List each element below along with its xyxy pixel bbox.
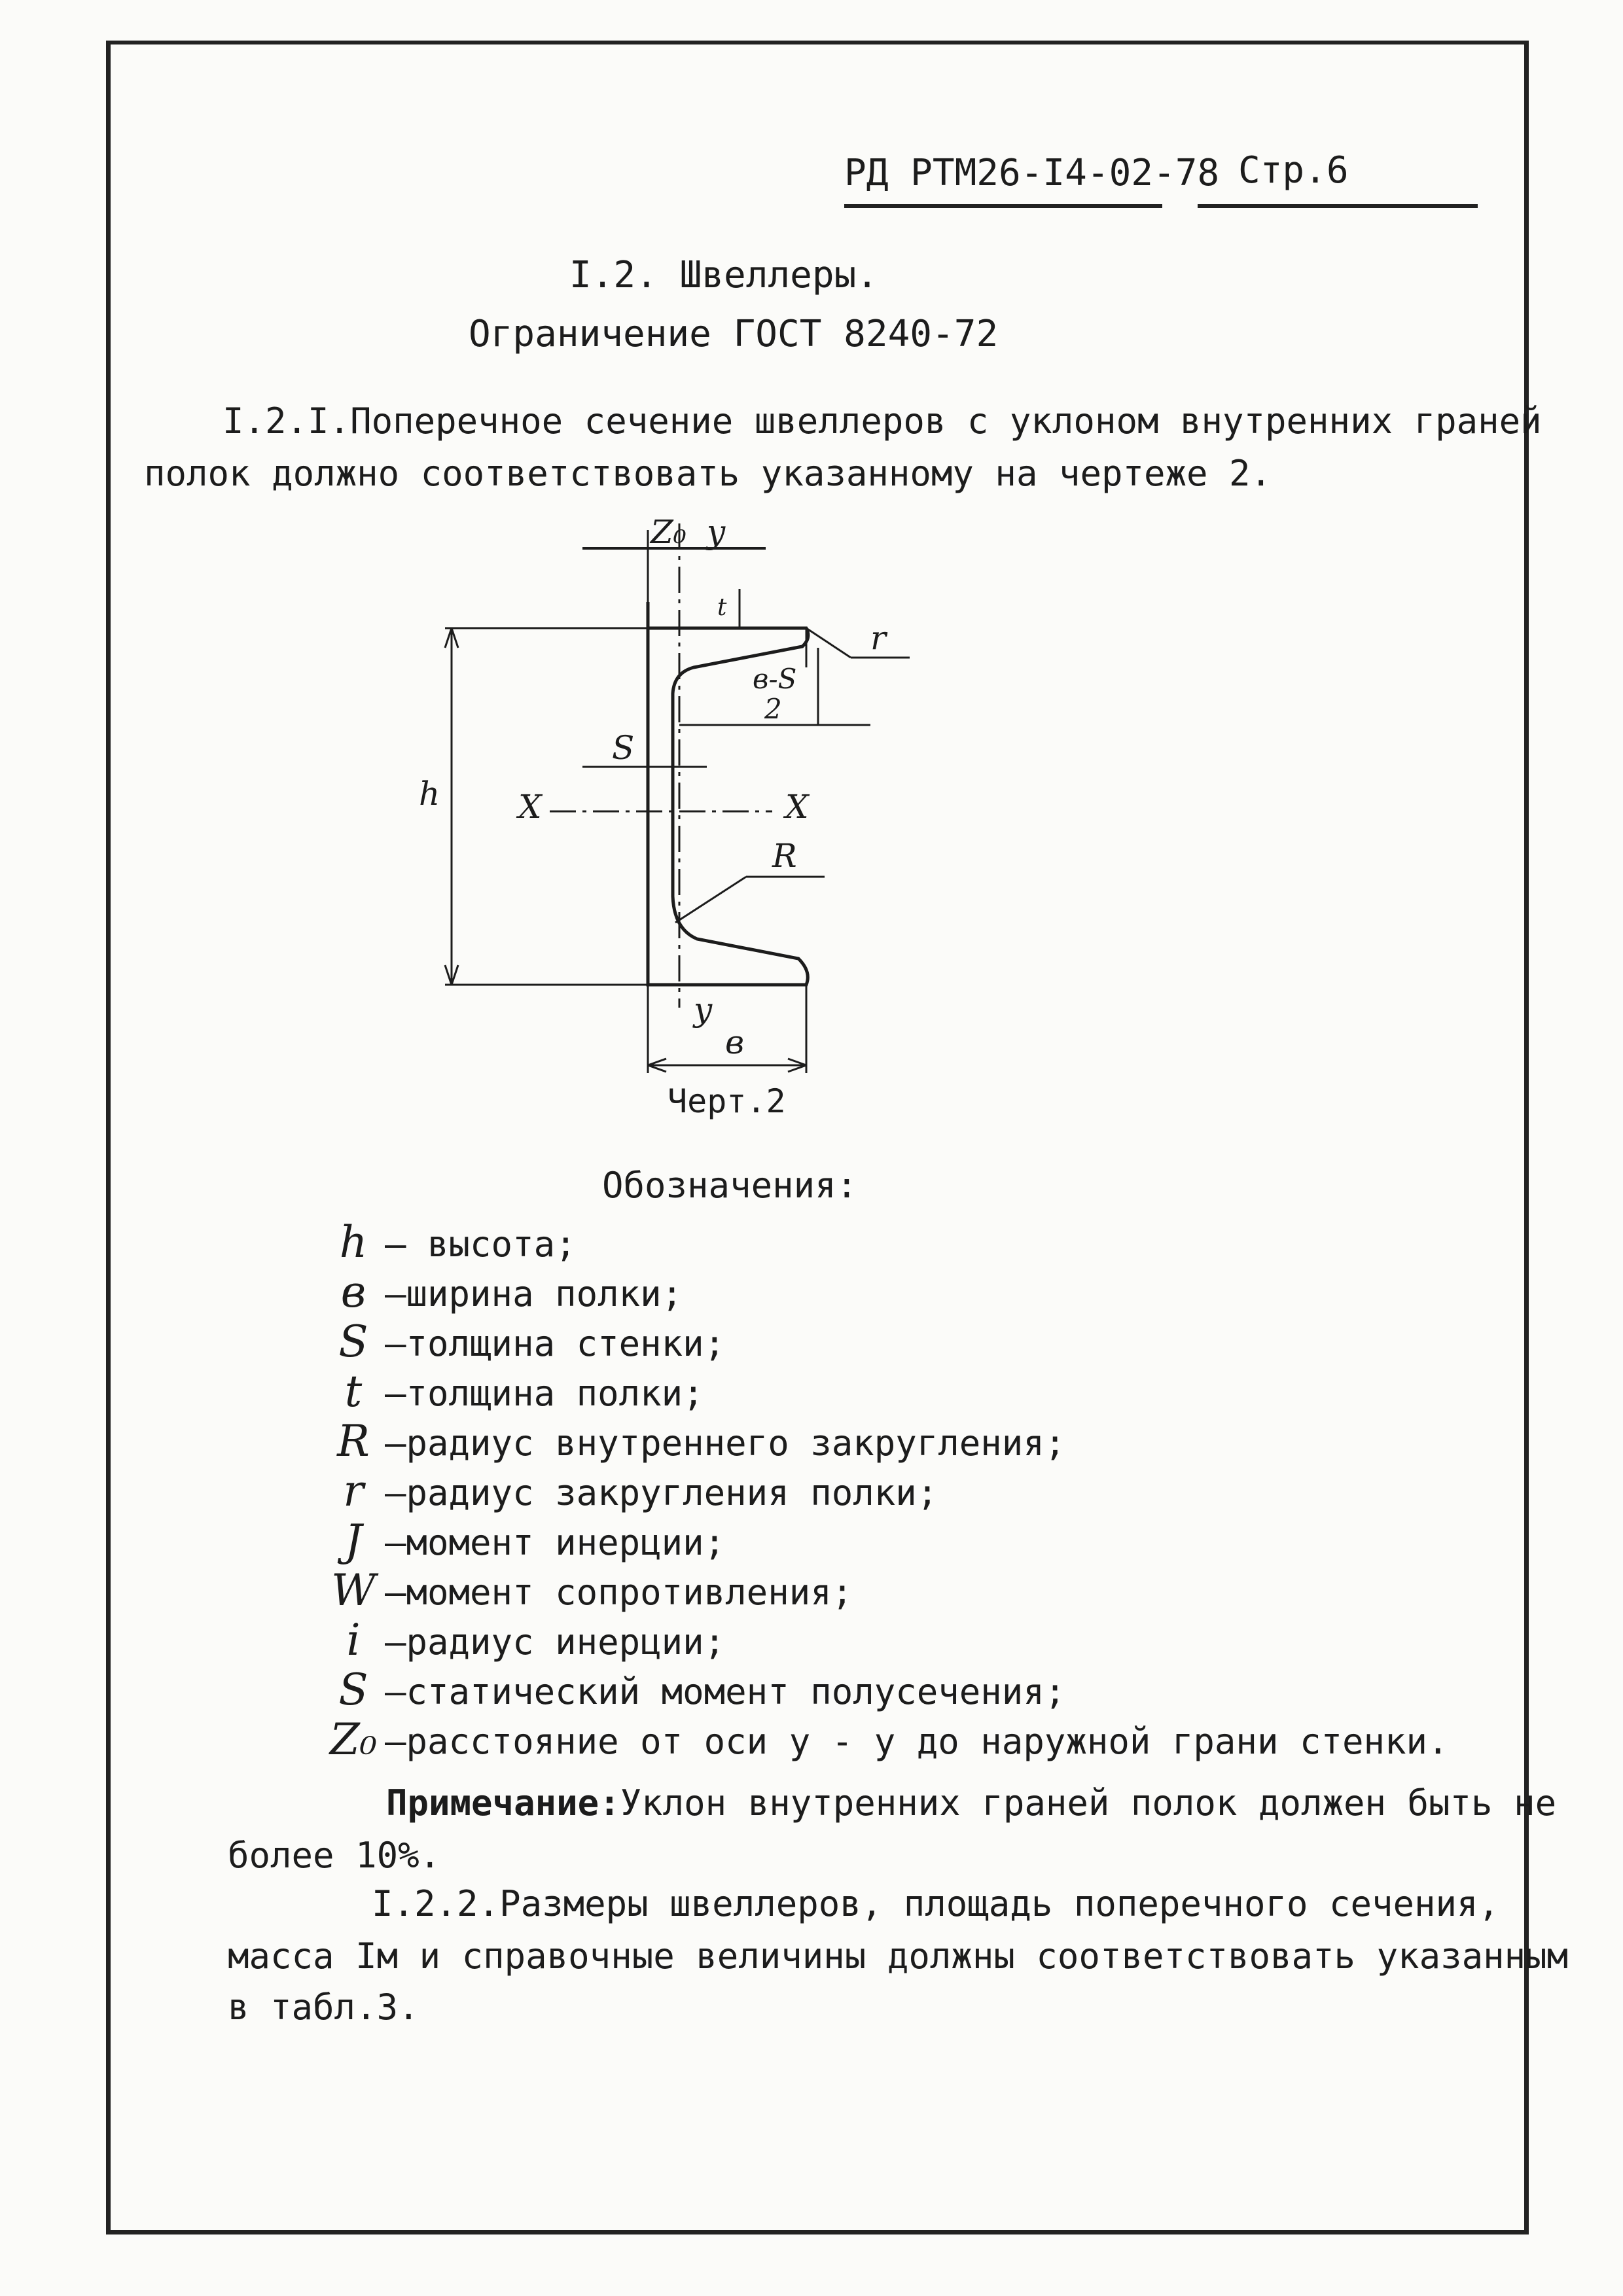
legend-heading: Обозначения: [602,1165,858,1206]
legend-definition-z0: –расстояние от оси y - y до наружной грани стенки. [385,1721,1449,1762]
paragraph-1-2-1-line-1: I.2.I.Поперечное сечение швеллеров с уклоном внутренних граней [223,400,1542,442]
legend-symbol-J: J [344,1515,363,1566]
b-label: в [725,1023,745,1061]
inner-radius-label: R [772,837,797,875]
page-number-underline [1198,204,1478,208]
section-subtitle: Ограничение ГОСТ 8240-72 [469,313,999,355]
legend-definition-i: –радиус инерции; [385,1621,726,1663]
legend-definition-J: –момент инерции; [385,1522,726,1563]
y-axis-bottom-label: y [694,991,713,1029]
legend-definition-S-static: –статический момент полусечения; [385,1671,1066,1712]
note-label: Примечание: [386,1782,620,1824]
legend-symbol-h: h [339,1217,368,1267]
legend-symbol-S-static: S [338,1665,368,1715]
note-line-2: более 10%. [228,1835,441,1876]
legend-symbol-W: W [331,1565,376,1616]
x-axis-right-label: X [785,788,809,826]
paragraph-1-2-2-line-1: I.2.2.Размеры швеллеров, площадь поперечного сечения, [372,1883,1500,1924]
document-code-underline [844,204,1162,208]
legend-symbol-r: r [343,1466,364,1516]
b-minus-s-numerator: в-S [753,663,797,695]
section-title: I.2. Швеллеры. [569,254,879,296]
legend-symbol-R: R [337,1416,370,1466]
legend-definition-s: –толщина стенки; [385,1323,726,1364]
legend-symbol-t: t [344,1366,363,1417]
b-minus-s-denominator: 2 [764,693,782,725]
legend-symbol-i: i [346,1615,361,1665]
legend-symbol-z0: Z₀ [329,1714,378,1765]
legend-definition-b: –ширина полки; [385,1273,683,1315]
legend-definition-W: –момент сопротивления; [385,1572,853,1613]
drawing-caption: Черт.2 [668,1082,786,1120]
paragraph-1-2-2-line-2: масса Iм и справочные величины должны соответствовать указанным [228,1935,1569,1977]
note-text: Уклон внутренних граней полок должен быть не [620,1782,1557,1824]
h-label: h [419,775,440,813]
document-code: РД РТМ26-I4-02-78 [844,152,1220,194]
z0-label: Z₀ [651,513,687,551]
paragraph-1-2-2-line-3: в табл.3. [228,1987,419,2028]
note-line-1 [386,1782,1556,1824]
t-label: t [717,594,727,621]
legend-symbol-s: S [338,1316,368,1367]
legend-definition-r: –радиус закругления полки; [385,1472,938,1513]
legend-definition-t: –толщина полки; [385,1373,704,1414]
legend-symbol-b: в [340,1267,366,1317]
x-axis-left-label: X [518,788,542,826]
legend-definition-R: –радиус внутреннего закругления; [385,1422,1066,1464]
page-number: Стр.6 [1238,149,1349,192]
flange-radius-label: r [870,619,886,657]
channel-section-drawing [366,497,1021,1139]
legend-definition-h: – высота; [385,1224,577,1265]
paragraph-1-2-1-line-2: полок должно соответствовать указанному на чертеже 2. [144,453,1272,494]
y-axis-top-label: y [707,513,726,551]
s-label: S [612,729,635,767]
